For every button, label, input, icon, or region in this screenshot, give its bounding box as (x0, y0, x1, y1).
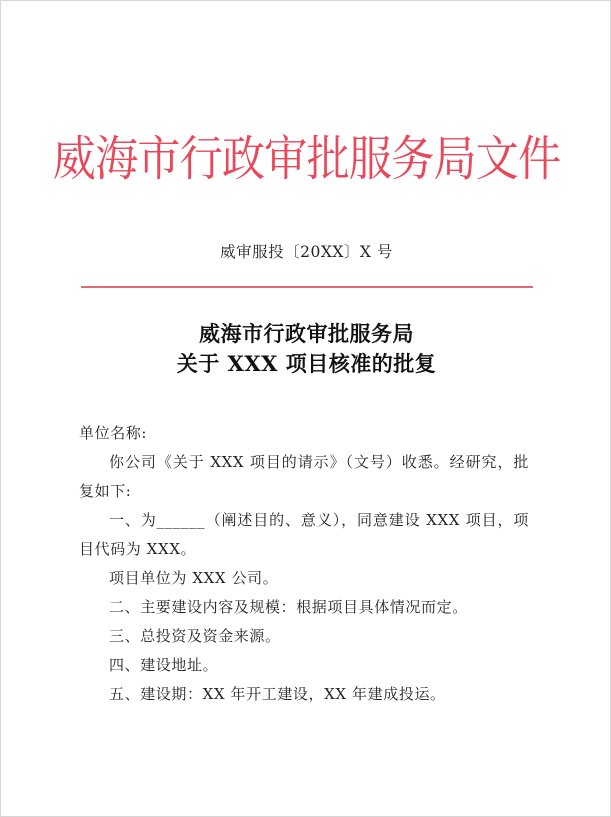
body-paragraph-7: 五、建设期：XX 年开工建设，XX 年建成投运。 (109, 685, 446, 703)
body-paragraph-1: 你公司《关于 XXX 项目的请示》（文号）收悉。经研究，批复如下: (79, 453, 529, 500)
body-paragraph-4: 二、主要建设内容及规模：根据项目具体情况而定。 (109, 598, 468, 616)
title-line-1: 威海市行政审批服务局 (199, 321, 414, 346)
document-body (79, 419, 529, 709)
document-number: 威审服投〔20XX〕X 号 (220, 243, 393, 261)
issuer-header: 威海市行政审批服务局文件 (52, 131, 561, 187)
recipient-line: 单位名称: (79, 424, 148, 442)
document-title (1, 319, 611, 379)
title-line-2: 关于 XXX 项目核准的批复 (176, 351, 437, 376)
body-paragraph-6: 四、建设地址。 (109, 656, 219, 674)
body-paragraph-5: 三、总投资及资金来源。 (109, 627, 281, 645)
body-paragraph-2: 一、为______（阐述目的、意义），同意建设 XXX 项目，项目代码为 XXX。 (79, 511, 529, 558)
red-separator-line (81, 286, 533, 288)
body-paragraph-3: 项目单位为 XXX 公司。 (109, 569, 279, 587)
